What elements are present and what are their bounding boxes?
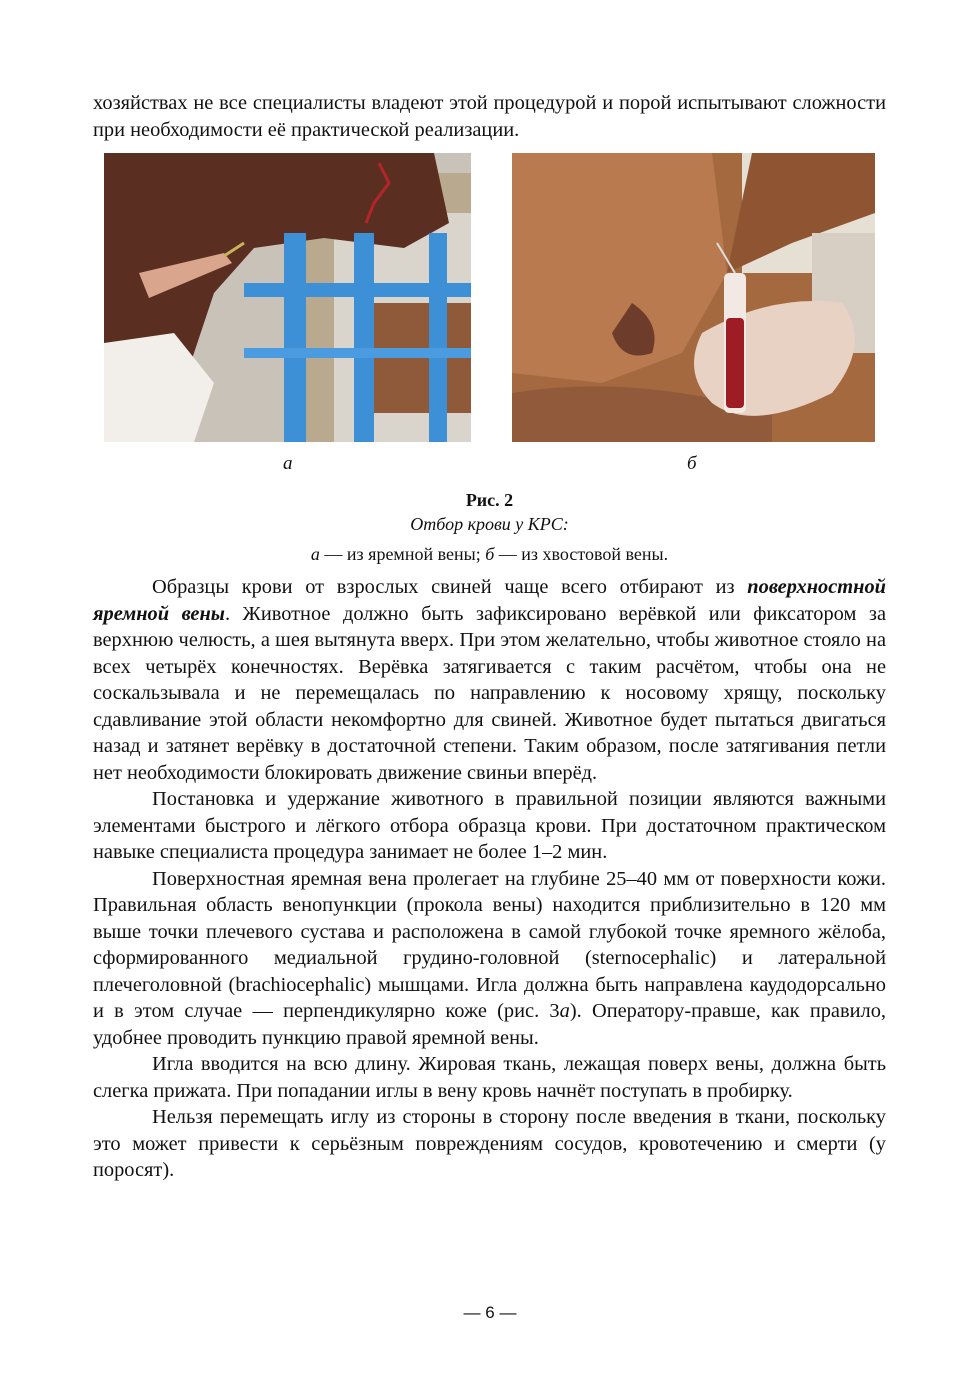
figure-legend: [93, 542, 886, 566]
legend-letter-b: б: [485, 544, 495, 564]
legend-letter-a: а: [310, 544, 320, 564]
page-content: [93, 90, 886, 1184]
paragraph-3-rest: ). Оператору-правше, как правило, удобнее проводить пункцию правой яремной вены.: [93, 1000, 886, 1049]
figure-photos: [93, 153, 886, 474]
paragraph-3-start: Поверхностная яремная вена пролегает на глубине 25–40 мм от поверхности кожи. Правильная область венопункции (прокола вены) находится приблизительно в 120 мм выше точки плечевого сустава и расположена в самой глубокой точке яремного жёлоба, сформированного медиальной грудино-головной (sternocephalic) и латеральной плечеголовной (brachiocephalic) мышцами. Игла должна быть направлена каудодорсально и в этом случае — перпендикулярно коже (рис. 3: [93, 867, 886, 1022]
paragraph-3: [93, 866, 886, 1052]
figure-letter-b: б: [687, 453, 697, 474]
figure-letter-a: а: [283, 453, 293, 474]
paragraph-4: Игла вводится на всю длину. Жировая ткань, лежащая поверх вены, должна быть слегка прижата. При попадании иглы в вену кровь начнёт поступать в пробирку.: [93, 1053, 886, 1102]
page-number: — 6 —: [463, 1303, 517, 1322]
legend-text-a: — из яремной вены;: [319, 544, 486, 564]
top-paragraph: хозяйствах не все специалисты владеют этой процедурой и порой испытывают сложности при необходимости её практической реализации.: [93, 92, 886, 141]
legend-text-b: — из хвостовой вены.: [494, 544, 669, 564]
paragraph-1-emphasis: поверхностной яремной вены: [93, 576, 886, 625]
paragraph-1-rest: . Животное должно быть зафиксировано верёвкой или фиксатором за верхнюю челюсть, а шея вытянута вверх. При этом желательно, чтобы животное стояло на всех четырёх конечностях. Верёвка затягивается с таким расчётом, чтобы она не соскальзывала и не перемещалась по направлению к носовому хрящу, поскольку сдавливание этой области некомфортно для свиней. Животное будет пытаться двигаться назад и затянет верёвку в достаточной степени. Таким образом, после затягивания петли нет необходимости блокировать движение свиньи вперёд.: [93, 602, 886, 784]
paragraph-3-ref: а: [559, 1000, 570, 1022]
figure-title: Рис. 2: [465, 490, 514, 510]
paragraph-1-start: Образцы крови от взрослых свиней чаще всего отбирают из: [152, 576, 748, 598]
figure-subtitle: Отбор крови у КРС:: [410, 514, 569, 534]
photo-jugular-vein-sampling: [104, 153, 471, 442]
paragraph-5: Нельзя перемещать иглу из стороны в сторону после введения в ткани, поскольку это может привести к серьёзным повреждениям сосудов, кровотечению и смерти (у поросят).: [93, 1106, 886, 1181]
photo-tail-vein-sampling: [512, 153, 875, 442]
paragraph-1: [93, 574, 886, 786]
paragraph-2: Постановка и удержание животного в правильной позиции являются важными элементами быстрого и лёгкого отбора образца крови. При достаточном практическом навыке специалиста процедура занимает не более 1–2 мин.: [93, 788, 886, 863]
